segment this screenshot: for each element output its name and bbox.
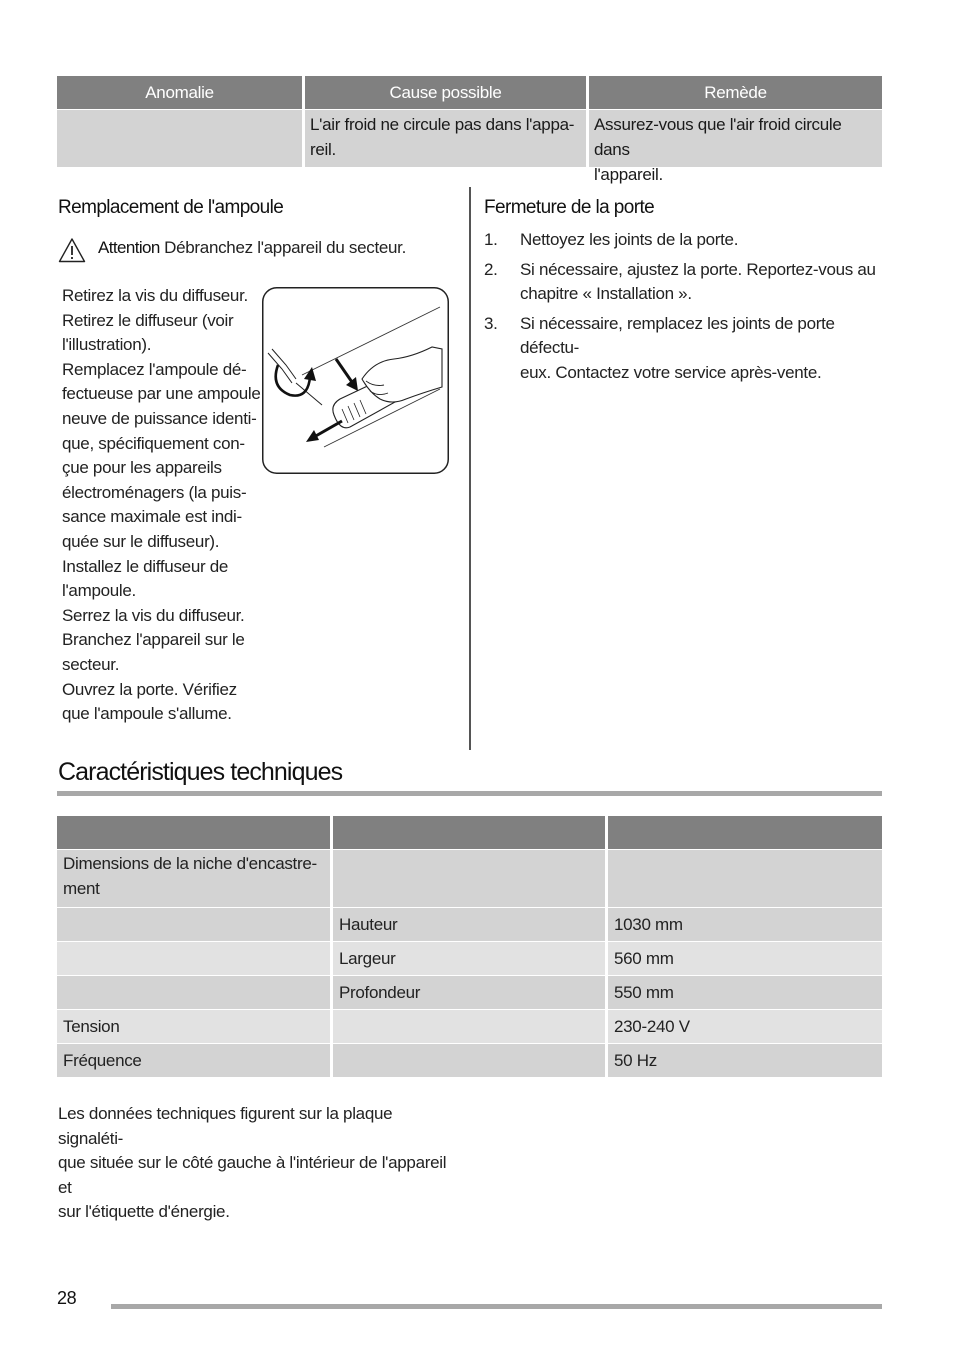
list-item <box>484 312 884 386</box>
bulb-line: Branchez l'appareil sur le <box>62 630 245 650</box>
column-divider <box>469 187 471 750</box>
table-row <box>57 1010 882 1043</box>
specs-cell <box>333 1010 605 1043</box>
specs-cell <box>57 942 330 975</box>
specs-cell <box>608 850 882 907</box>
bulb-instructions <box>62 284 262 727</box>
title-rule <box>57 791 882 796</box>
warning-note <box>58 237 406 268</box>
specs-cell: 1030 mm <box>608 908 882 941</box>
specs-table <box>57 816 882 1078</box>
specs-cell: 560 mm <box>608 942 882 975</box>
specs-cell <box>57 908 330 941</box>
warning-icon <box>58 237 86 268</box>
bulb-line: Installez le diffuseur de <box>62 556 229 576</box>
table-row <box>57 110 882 184</box>
cell-cause: L'air froid ne circule pas dans l'appa- reil. <box>305 110 586 167</box>
specs-header-row <box>57 816 882 849</box>
bulb-line: que, spécifiquement con- <box>62 433 245 453</box>
specs-header-cell <box>57 816 330 849</box>
list-item <box>484 228 884 253</box>
bulb-line: Retirez le diffuseur (voir <box>62 310 234 330</box>
bulb-illustration <box>262 287 449 474</box>
footer-rule <box>111 1304 882 1309</box>
specs-cell: Tension <box>57 1010 330 1043</box>
section-title-door: Fermeture de la porte <box>484 197 655 218</box>
bulb-line: neuve de puissance identi- <box>62 408 257 428</box>
header-remede: Remède <box>589 76 882 109</box>
bulb-line: sance maximale est indi- <box>62 507 242 527</box>
step-text: Si nécessaire, remplacez les joints de porte défectu- eux. Contactez votre service après-vente. <box>520 313 835 382</box>
header-cause: Cause possible <box>305 76 586 109</box>
door-steps <box>484 228 884 391</box>
warning-text: Débranchez l'appareil du secteur. <box>159 238 407 257</box>
troubleshooting-table <box>57 76 882 184</box>
specs-cell <box>333 850 605 907</box>
section-title-bulb: Remplacement de l'ampoule <box>58 197 284 218</box>
specs-cell <box>57 976 330 1009</box>
step-number: 2. <box>484 259 498 279</box>
table-row <box>57 908 882 941</box>
step-text: Si nécessaire, ajustez la porte. Reportez-vous au chapitre « Installation ». <box>520 259 876 304</box>
bulb-line: Serrez la vis du diffuseur. <box>62 605 245 625</box>
specs-cell: Largeur <box>333 942 605 975</box>
bulb-line: l'illustration). <box>62 335 152 355</box>
specs-cell: 230-240 V <box>608 1010 882 1043</box>
step-text: Nettoyez les joints de la porte. <box>520 230 739 249</box>
step-number: 3. <box>484 313 498 333</box>
section-title-specs: Caractéristiques techniques <box>58 758 343 786</box>
table-row <box>57 976 882 1009</box>
bulb-line: quée sur le diffuseur). <box>62 531 220 551</box>
specs-cell: 550 mm <box>608 976 882 1009</box>
troubleshooting-header-row <box>57 76 882 109</box>
warning-label: Attention <box>98 238 160 257</box>
bulb-line: Retirez la vis du diffuseur. <box>62 286 248 305</box>
bulb-line: secteur. <box>62 654 120 674</box>
specs-cell: Profondeur <box>333 976 605 1009</box>
bulb-line: électroménagers (la puis- <box>62 482 247 502</box>
bulb-line: fectueuse par une ampoule <box>62 384 261 404</box>
list-item <box>484 258 884 307</box>
table-row <box>57 1044 882 1077</box>
specs-cell: Fréquence <box>57 1044 330 1077</box>
specs-cell: Hauteur <box>333 908 605 941</box>
specs-header-cell <box>333 816 605 849</box>
step-number: 1. <box>484 230 498 249</box>
bulb-line: l'ampoule. <box>62 581 136 601</box>
cell-anomalie <box>57 110 302 167</box>
bulb-line: Ouvrez la porte. Vérifiez <box>62 679 237 699</box>
bulb-line: que l'ampoule s'allume. <box>62 704 232 724</box>
header-anomalie: Anomalie <box>57 76 302 109</box>
bulb-line: çue pour les appareils <box>62 458 222 478</box>
specs-header-cell <box>608 816 882 849</box>
specs-cell: 50 Hz <box>608 1044 882 1077</box>
bulb-line: Remplacez l'ampoule dé- <box>62 359 247 379</box>
specs-note: Les données techniques figurent sur la plaque signaléti- que située sur le côté gauche à l'intérieur de l'appareil et sur l'étiquette d'énergie. <box>58 1104 447 1222</box>
specs-dim-label: Dimensions de la niche d'encastre- ment <box>57 850 330 907</box>
cell-remede: Assurez-vous que l'air froid circule dans l'appareil. <box>589 110 882 167</box>
table-row <box>57 850 882 907</box>
table-row <box>57 942 882 975</box>
specs-cell <box>333 1044 605 1077</box>
page-number: 28 <box>57 1288 77 1308</box>
